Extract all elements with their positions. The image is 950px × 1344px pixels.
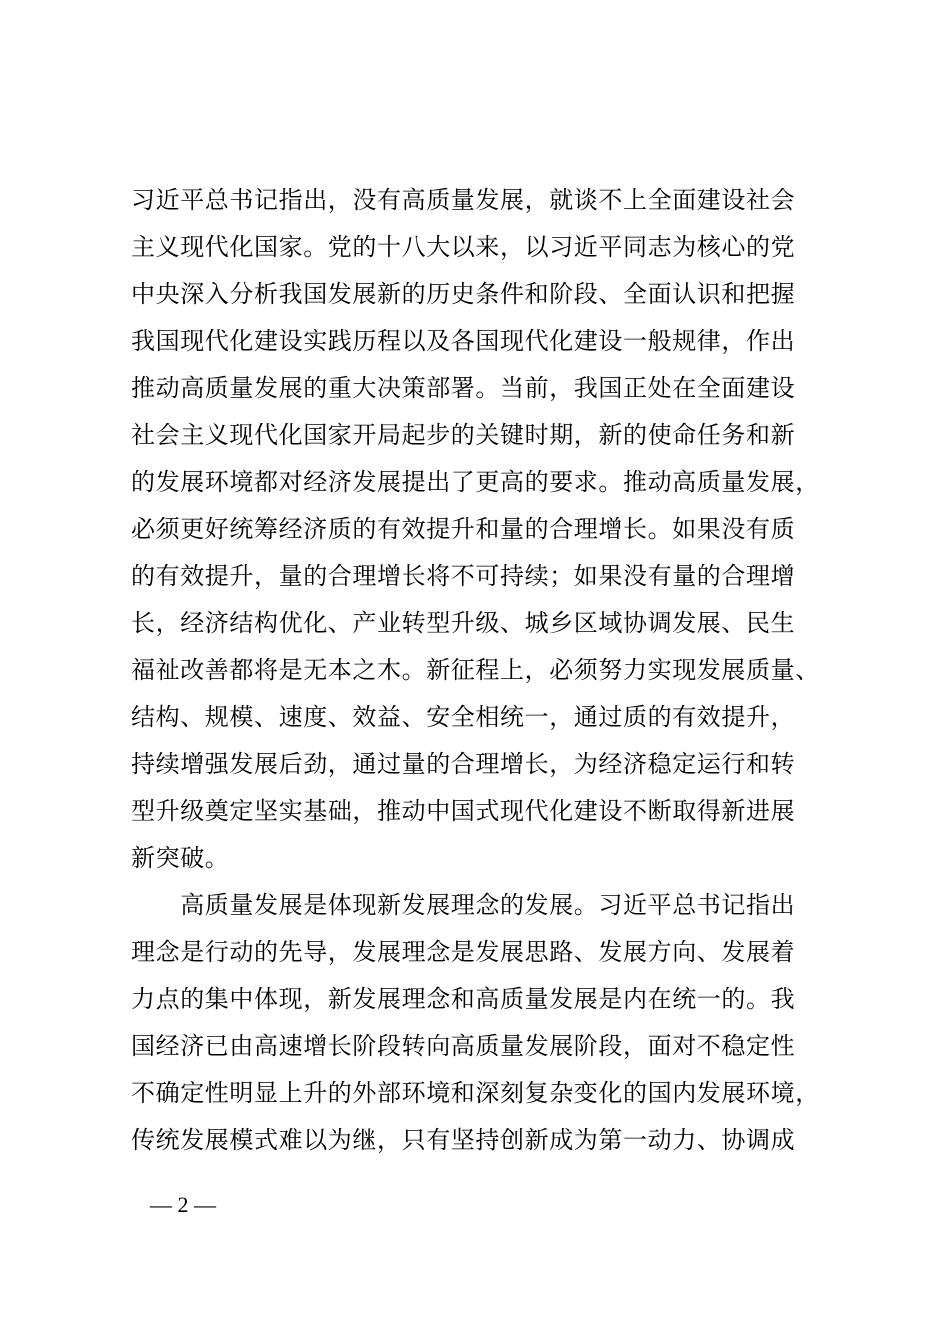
page-number: — 2 — <box>150 1192 216 1217</box>
text-line: 我国现代化建设实践历程以及各国现代化建设一般规律，作出 <box>131 327 796 355</box>
text-line: 理念是行动的先导，发展理念是发展思路、发展方向、发展着 <box>131 938 796 966</box>
text-line: 的有效提升，量的合理增长将不可持续；如果没有量的合理增 <box>131 562 796 590</box>
text-line: 力点的集中体现，新发展理念和高质量发展是内在统一的。我 <box>131 985 796 1013</box>
text-line: 长，经济结构优化、产业转型升级、城乡区域协调发展、民生 <box>131 609 796 637</box>
text-line: 型升级奠定坚实基础，推动中国式现代化建设不断取得新进展 <box>131 797 796 825</box>
text-line: 的发展环境都对经济发展提出了更高的要求。推动高质量发展， <box>131 468 820 496</box>
text-line: 社会主义现代化国家开局起步的关键时期，新的使命任务和新 <box>131 421 796 449</box>
text-line: 高质量发展是体现新发展理念的发展。习近平总书记指出 <box>131 891 796 919</box>
text-line: 结构、规模、速度、效益、安全相统一，通过质的有效提升， <box>131 703 796 731</box>
text-line: 传统发展模式难以为继，只有坚持创新成为第一动力、协调成 <box>131 1126 796 1154</box>
text-line: 福祉改善都将是无本之木。新征程上，必须努力实现发展质量、 <box>131 656 820 684</box>
text-line: 持续增强发展后劲，通过量的合理增长，为经济稳定运行和转 <box>131 750 796 778</box>
text-line: 习近平总书记指出，没有高质量发展，就谈不上全面建设社会 <box>131 186 796 214</box>
text-line: 中央深入分析我国发展新的历史条件和阶段、全面认识和把握 <box>131 280 796 308</box>
text-line: 必须更好统筹经济质的有效提升和量的合理增长。如果没有质 <box>131 515 796 543</box>
text-line: 主义现代化国家。党的十八大以来，以习近平同志为核心的党 <box>131 233 796 261</box>
text-line: 不确定性明显上升的外部环境和深刻复杂变化的国内发展环境， <box>131 1079 820 1107</box>
text-line: 国经济已由高速增长阶段转向高质量发展阶段，面对不稳定性 <box>131 1032 796 1060</box>
text-line: 新突破。 <box>131 844 230 872</box>
text-line: 推动高质量发展的重大决策部署。当前，我国正处在全面建设 <box>131 374 796 402</box>
